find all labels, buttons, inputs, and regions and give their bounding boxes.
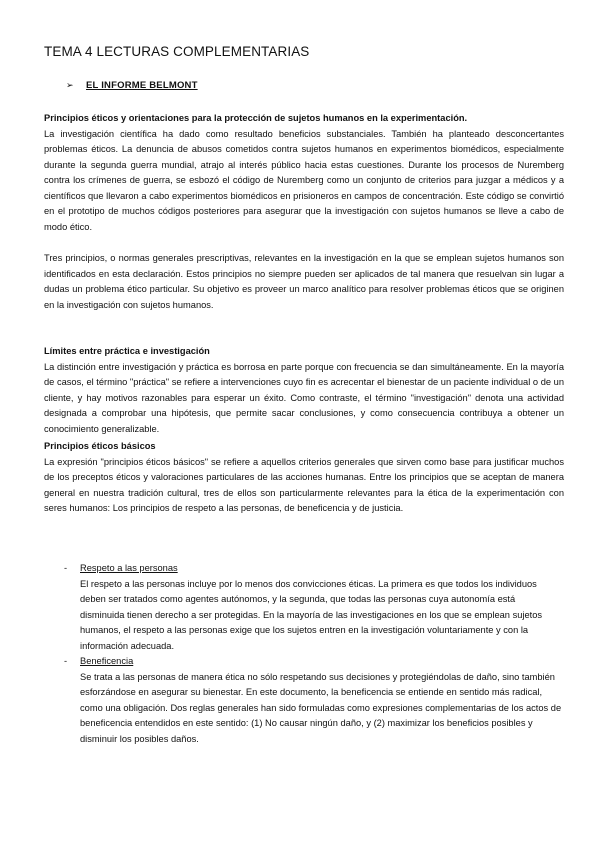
list-item-text: El respeto a las personas incluye por lo menos dos convicciones éticas. La primera es que todos los individuos deben ser tratados como agentes autónomos, y la segunda, que todas las personas cuya autonomía está disminuida tienen derecho a ser protegidas. En la mayoría de las investigaciones en los que se emplean sujetos humanos, el respeto a las personas exige que los sujetos entren en la investigación voluntariamente y con la información adecuada. xyxy=(80,578,543,651)
section-paragraph: Tres principios, o normas generales prescriptivas, relevantes en la investigación en la que se emplean sujetos humanos son identificados en esta declaración. Estos principios no siempre pueden ser aplicados de tal manera que resuelvan sin lugar a dudas un problema ético particular. Su objetivo es proveer un marco analítico para resolver problemas éticos que se originen en la investigación con sujetos humanos. xyxy=(44,253,564,310)
section-heading: Límites entre práctica e investigación xyxy=(44,346,210,356)
list-item-label: Beneficencia xyxy=(80,656,134,666)
section-basic-ethical-principles xyxy=(44,439,564,517)
subheading xyxy=(66,80,198,91)
section-heading: Principios éticos básicos xyxy=(44,441,156,451)
dash-bullet: - xyxy=(64,656,68,666)
section-practice-vs-research xyxy=(44,344,564,437)
list-item-text: Se trata a las personas de manera ética no sólo respetando sus decisiones y protegiéndolas de daño, sino también esforzándose en asegurar su bienestar. En este documento, la beneficencia se entiende en sentido más radical, como una obligación. Dos reglas generales han sido formuladas como expresiones complementarias de los actos de beneficencia entendidos en este sentido: (1) No causar ningún daño, y (2) maximizar los beneficios posibles y disminuir los posibles daños. xyxy=(80,671,562,744)
section-heading: Principios éticos y orientaciones para la protección de sujetos humanos en la experimentación. xyxy=(44,113,468,123)
dash-bullet: - xyxy=(64,563,68,573)
list-item-label: Respeto a las personas xyxy=(80,563,178,573)
document-title: TEMA 4 LECTURAS COMPLEMENTARIAS xyxy=(44,44,310,59)
section-paragraph: La investigación científica ha dado como resultado beneficios substanciales. También ha planteado desconcertantes problemas éticos. La denuncia de abusos cometidos contra sujetos humanos en experimentos biomédicos, especialmente durante la segunda guerra mundial, atrajo al interés público hacia estas cuestiones. Durante los procesos de Nuremberg contra los crímenes de guerra, se esbozó el código de Nuremberg como un conjunto de criterios para juzgar a médicos y a científicos que llevaron a cabo experimentos biomédicos en prisioneros en campos de concentración. Este código se convirtió en el prototipo de muchos códigos posteriores para asegurar que la investigación con sujetos humanos se lleve a cabo de modo ético. xyxy=(44,128,564,232)
section-principles-protection xyxy=(44,111,564,313)
subheading-label: EL INFORME BELMONT xyxy=(86,80,198,91)
section-paragraph: La expresión "principios éticos básicos" se refiere a aquellos criterios generales que sirven como base para justificar muchos de los preceptos éticos y valoraciones particulares de las acciones humanas. Entre los principios que se aceptan de manera general en nuestra tradición cultural, tres de ellos son particularmente relevantes para la ética de la experimentación con seres humanos: Los principios de respeto a las personas, de beneficencia y de justicia. xyxy=(44,456,564,513)
arrow-bullet-icon: ➢ xyxy=(66,80,74,90)
section-paragraph: La distinción entre investigación y práctica es borrosa en parte porque con frecuencia se dan simultáneamente. En la mayoría de casos, el término "práctica" se refiere a intervenciones cuyo fin es acrecentar el bienestar de un paciente individual o de un cliente, y hay motivos razonables para esperar un éxito. Como contraste, el término "investigación" denota una actividad designada a comprobar una hipótesis, que permite sacar conclusiones, y como consecuencia contribuya a obtener un conocimiento generalizable. xyxy=(44,361,564,434)
